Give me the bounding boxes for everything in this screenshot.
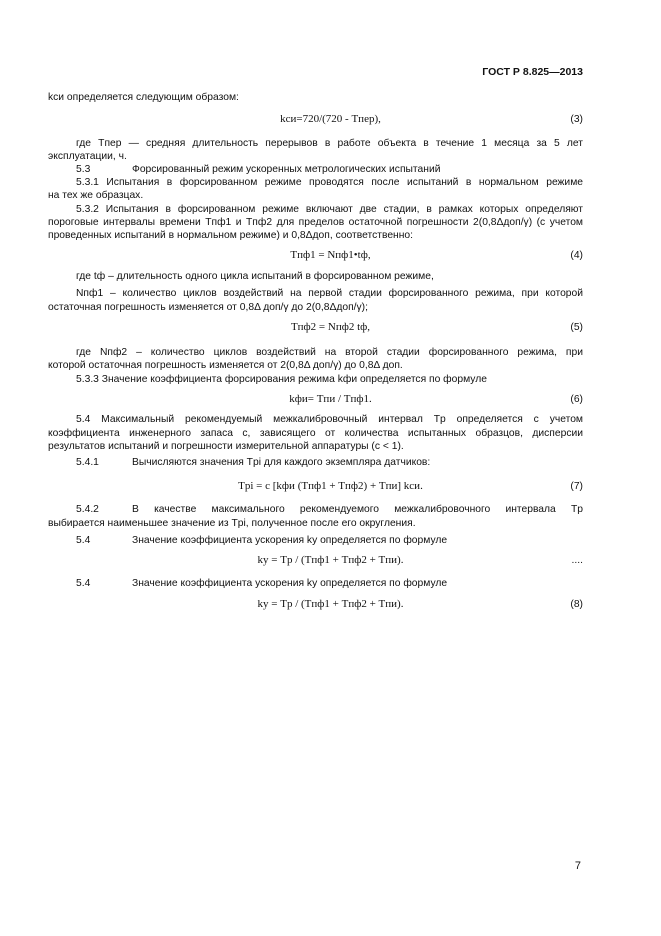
paragraph-5-3-2-cont-1: пороговые интервалы времени Tпф1 и Tпф2 для пределов остаточной погрешности 2(0,8Δдоп/γ) (с учетом [48,217,583,228]
paragraph-5-4-2-cont: выбирается наименьшее значение из Tрi, полученное после его округления. [48,518,416,529]
section-number: 5.4 [76,578,91,589]
page-number: 7 [574,860,581,872]
paragraph-text: Вычисляются значения Tрi для каждого экземпляра датчиков: [132,457,431,468]
paragraph-5-4-2 [76,503,583,516]
paragraph-text: Значение коэффициента ускорения kу определяется по формуле [132,578,448,589]
document-code: ГОСТ Р 8.825—2013 [482,66,583,78]
section-title: Форсированный режим ускоренных метрологических испытаний [132,164,441,175]
formula-7: Tрi = c [kфи (Tпф1 + Tпф2) + Tпи] kси. [238,480,423,492]
paragraph-5-4-ky-a [76,534,583,547]
formula-ky-unnumbered: kу = Tр / (Tпф1 + Tпф2 + Tпи). [257,554,404,566]
paragraph-5-4-1 [76,456,583,469]
paragraph-tper-definition-cont: эксплуатации, ч. [48,151,127,162]
paragraph-5-3-1-cont: на тех же образцах. [48,190,144,201]
equation-number-8: (8) [570,599,583,610]
paragraph-tf-definition: где tф – длительность одного цикла испытаний в форсированном режиме, [76,271,434,282]
paragraph-npf1-definition: Nпф1 – количество циклов воздействий на первой стадии форсированного режима, при которой [76,288,583,299]
paragraph-kci-intro: kси определяется следующим образом: [48,92,239,103]
paragraph-text: В качестве максимального рекомендуемого межкалибровочного интервала Tр [132,504,583,515]
section-number: 5.4.1 [76,457,99,468]
formula-8: kу = Tр / (Tпф1 + Tпф2 + Tпи). [257,598,404,610]
paragraph-npf2-definition-cont: которой остаточная погрешность изменяется от 2(0,8Δ доп/γ) до 0,8Δ доп. [48,360,403,371]
paragraph-npf1-definition-cont: остаточная погрешность изменяется от 0,8Δ доп/γ до 2(0,8Δдоп/γ); [48,302,368,313]
section-number: 5.4 [76,535,91,546]
equation-number-3: (3) [570,114,583,125]
section-5-3-heading [76,163,583,176]
paragraph-5-3-2: 5.3.2 Испытания в форсированном режиме включают две стадии, в рамках которых определяют [76,204,583,215]
formula-3: kси=720/(720 - Tпер), [280,113,381,125]
paragraph-5-4-ky-b [76,577,583,590]
formula-4: Tпф1 = Nпф1•tф, [290,249,371,261]
paragraph-5-3-3: 5.3.3 Значение коэффициента форсирования режима kфи определяется по формуле [76,374,487,385]
paragraph-5-4: 5.4 Максимальный рекомендуемый межкалибровочный интервал Tр определяется с учетом [76,414,583,425]
paragraph-5-3-1: 5.3.1 Испытания в форсированном режиме проводятся после испытаний в нормальном режиме [76,177,583,188]
formula-6: kфи= Tпи / Tпф1. [289,393,372,405]
equation-number-7: (7) [570,481,583,492]
paragraph-5-3-2-cont-2: проведенных испытаний в нормальном режиме) и 0,8Δдоп, соответственно: [48,230,414,241]
paragraph-tper-definition: где Tпер — средняя длительность перерывов в работе объекта в течение 1 месяца за 5 лет [76,138,583,149]
equation-number-6: (6) [570,394,583,405]
paragraph-text: Значение коэффициента ускорения kу определяется по формуле [132,535,448,546]
equation-number-placeholder: .... [571,555,583,566]
paragraph-5-4-cont-1: коэффициента инженерного запаса c, зависящего от количества испытанных образцов, дисперсии [48,428,583,439]
section-number: 5.3 [76,164,91,175]
equation-number-5: (5) [570,322,583,333]
formula-5: Tпф2 = Nпф2 tф, [290,321,371,333]
equation-number-4: (4) [570,250,583,261]
section-number: 5.4.2 [76,504,99,515]
paragraph-5-4-cont-2: результатов испытаний и погрешности измерительной аппаратуры (c < 1). [48,441,404,452]
paragraph-npf2-definition: где Nпф2 – количество циклов воздействий на второй стадии форсированного режима, при [76,347,583,358]
